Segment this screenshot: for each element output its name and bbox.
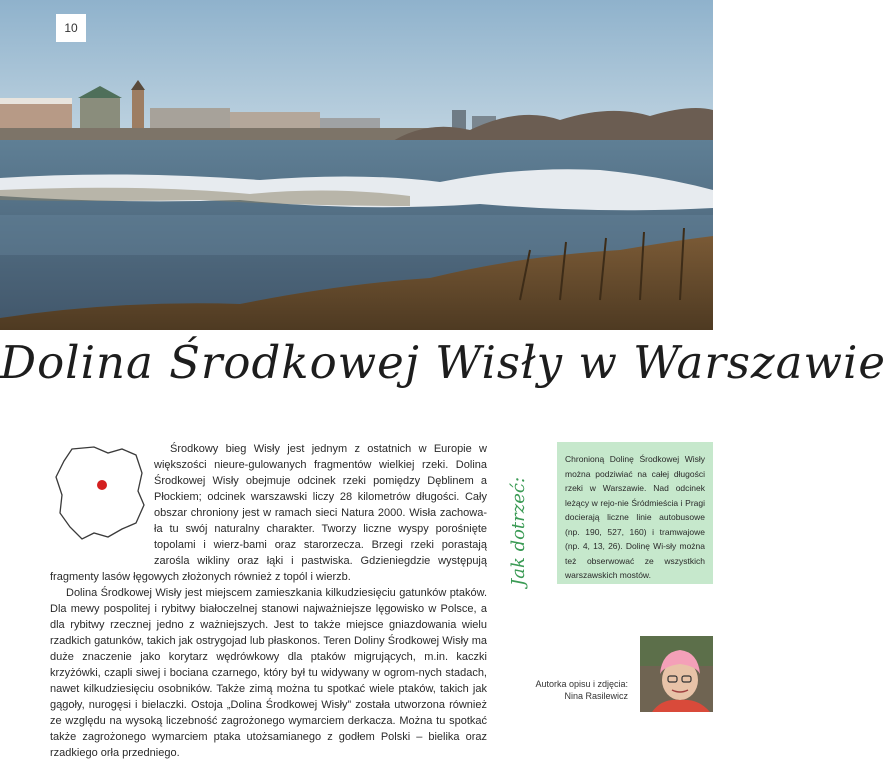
credit-line-1: Autorka opisu i zdjęcia: bbox=[535, 679, 628, 689]
header-photo bbox=[0, 0, 713, 330]
how-to-get-there-label bbox=[500, 450, 550, 590]
body-text bbox=[50, 441, 487, 761]
poland-map-icon bbox=[50, 443, 148, 560]
page-number: 10 bbox=[56, 14, 86, 42]
author-portrait-icon bbox=[640, 636, 713, 712]
side-label-text: Jak dotrzeć: bbox=[508, 476, 529, 586]
body-paragraph-1: Środkowy bieg Wisły jest jednym z ostatnich w Europie w większości nieure-gulowanych fragmentów wielkiej rzeki. Dolina Środkowej Wisły obejmuje odcinek rzeki pomiędzy Dęblinem a Płockiem; odcinek warszawski liczy 28 kilometrów długości. Cały obszar chroniony jest w ramach sieci Natura 2000. Wisła zachowa-ła tu swój naturalny charakter. Tworzy liczne wyspy porośnięte topolami i wierz-bami oraz starorzecza. Brzegi rzeki porastają zarośla wikliny oraz łąki i pastwiska. Gdzieniegdzie występują fragmenty lasów łęgowych złożonych również z topól i wierzb. bbox=[50, 443, 487, 583]
photo-credit bbox=[520, 678, 628, 702]
body-paragraph-2: Dolina Środkowej Wisły jest miejscem zamieszkania kilkudziesięciu gatunków ptaków. Dla mewy pospolitej i rybitwy białoczelnej stanowi najważniejsze lęgowisko w Polsce, a dla rybitwy rzecznej jedno z ważniejszych. Jest to także miejsce gniazdowania wielu rzadkich gatunków, takich jak ostrygojad lub płaskonos. Teren Doliny Środkowej Wisły ma duże znaczenie jako korytarz wędrówkowy dla ptaków migrujących, m.in. kaczki krzyżówki, czapli siwej i bociana czarnego, który był tu widywany w ogrom-nych stadach, nawet kilkudziesięciu osobników. Także zimą można tu spotkać wiele ptaków, takich jak gągoły, nurogęsi i bielaczki. Ostoja „Dolina Środkowej Wisły” została utworzona również ze względu na wysoką liczebność zagrożonego wymarciem derkacza. Można tu spotkać także zagrożonego wymarciem ptaka utożsamianego z godłem Polski – bielika oraz rzadkiego orła przedniego. bbox=[50, 587, 487, 759]
page-title: Dolina Środkowej Wisły w Warszawie bbox=[0, 336, 886, 389]
credit-line-2: Nina Rasilewicz bbox=[564, 691, 628, 701]
directions-box: Chronioną Dolinę Środkowej Wisły można podziwiać na całej długości rzeki w Warszawie. Nad odcinek leżący w rejo-nie Śródmieścia i Pragi docierają liczne linie autobusowe (np. 190, 527, 160) i tramwajowe (np. 4, 13, 26). Dolinę Wi-sły można też obserwować ze wszystkich warszawskich mostów. bbox=[557, 442, 713, 584]
